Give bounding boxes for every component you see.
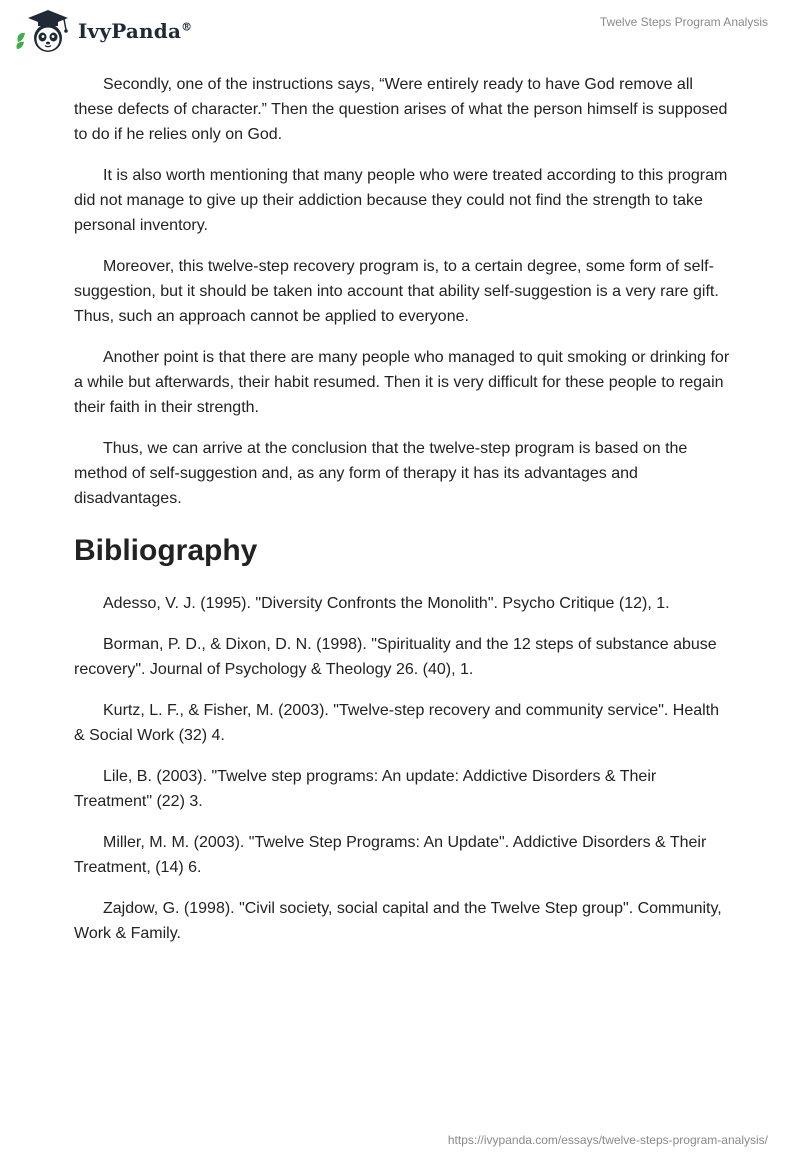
panda-graduate-icon [14, 8, 76, 54]
page-header [0, 0, 800, 60]
bibliography-entry-6: Zajdow, G. (1998). "Civil society, social capital and the Twelve Step group". Community, Work & Family. [74, 900, 722, 942]
bibliography-heading: Bibliography [74, 534, 258, 567]
registered-mark: ® [181, 20, 193, 34]
brand-name: IvyPanda® [78, 19, 193, 43]
body-paragraph-4: Another point is that there are many people who managed to quit smoking or drinking for a while but afterwards, their habit resumed. Then it is very difficult for these people to regain their faith in their strength. [74, 349, 730, 416]
bibliography-entry-3: Kurtz, L. F., & Fisher, M. (2003). "Twelve-step recovery and community service". Health & Social Work (32) 4. [74, 702, 720, 744]
essay-content [74, 72, 730, 962]
body-paragraph-5: Thus, we can arrive at the conclusion that the twelve-step program is based on the method of self-suggestion and, as any form of therapy it has its advantages and disadvantages. [74, 440, 688, 507]
bibliography-entry-2: Borman, P. D., & Dixon, D. N. (1998). "Spirituality and the 12 steps of substance abuse recovery". Journal of Psychology & Theology 26. (40), 1. [74, 636, 717, 678]
body-paragraph-3: Moreover, this twelve-step recovery program is, to a certain degree, some form of self-suggestion, but it should be taken into account that ability self-suggestion is a very rare gift. Thus, such an approach cannot be applied to everyone. [74, 258, 719, 325]
bibliography-entry-1: Adesso, V. J. (1995). "Diversity Confronts the Monolith". Psycho Critique (12), 1. [103, 595, 670, 612]
footer-url[interactable]: https://ivypanda.com/essays/twelve-steps-program-analysis/ [447, 1133, 768, 1147]
body-paragraph-1: Secondly, one of the instructions says, “Were entirely ready to have God remove all these defects of character.” Then the question arises of what the person himself is supposed to do if he relies only on God. [74, 76, 728, 143]
running-title: Twelve Steps Program Analysis [599, 15, 768, 29]
bibliography-entry-4: Lile, B. (2003). "Twelve step programs: An update: Addictive Disorders & Their Treatment" (22) 3. [74, 768, 657, 810]
bibliography-entry-5: Miller, M. M. (2003). "Twelve Step Programs: An Update". Addictive Disorders & Their Treatment, (14) 6. [74, 834, 707, 876]
body-paragraph-2: It is also worth mentioning that many people who were treated according to this program did not manage to give up their addiction because they could not find the strength to take personal inventory. [74, 167, 728, 234]
ivypanda-logo[interactable] [14, 8, 194, 54]
